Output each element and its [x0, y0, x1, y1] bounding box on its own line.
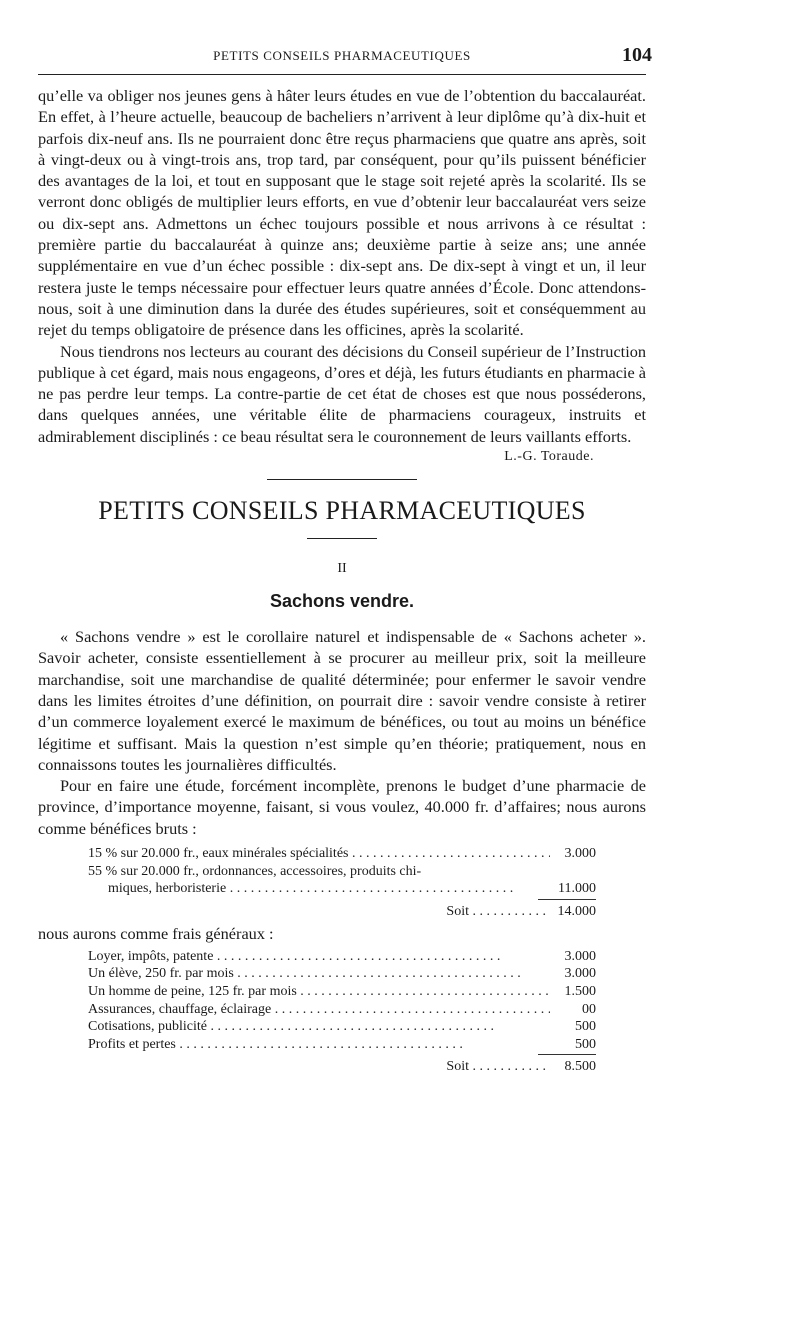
expense-row [88, 965, 596, 983]
profit-total-row [88, 903, 596, 921]
expense-row [88, 1001, 596, 1019]
page-number: 104 [622, 44, 652, 66]
expense-label: Un homme de peine, 125 fr. par mois . . . [88, 983, 550, 1001]
title-rule [307, 538, 377, 539]
expense-amount: 1.500 [564, 983, 596, 999]
expense-amount: 3.000 [564, 948, 596, 964]
paragraph-continued: qu’elle va obliger nos jeunes gens à hâter leurs études en vue de l’obtention du baccalauréat. En effet, à l’heure actuelle, beaucoup de bacheliers n’arrivent à leur diplôme qu’à dix-huit et parfois dix-neuf ans. Ils ne pourraient donc être reçus pharmaciens que quatre ans après, soit à vingt-deux ou à vingt-trois ans, trop tard, par conséquent, pour qu’ils puissent bénéficier des avantages de la loi, et tout en supposant que le stage soit rejeté après la scolarité. Ils se verront donc obligés de multiplier leurs efforts, en vue d’obtenir leur baccalauréat vers seize ou dix-sept ans. Admettons un échec toujours possible et nous arrivons à ce résultat : première partie du baccalauréat à quinze ans; deuxième partie à seize ans; une année supplémentaire en vue d’un échec possible : dix-sept ans. De dix-sept à vingt et un, il leur restera juste le temps nécessaire pour effectuer leurs quatre années d’École. Donc attendons-nous, soit à une diminution dans la durée des études supérieures, soit et conséquemment au rejet du temps obligatoire de présence dans les officines, après la scolarité. [38, 86, 646, 340]
profit-label: 55 % sur 20.000 fr., ordonnances, accessoires, produits chi- [88, 863, 422, 879]
paragraph: Pour en faire une étude, forcément incomplète, prenons le budget d’une pharmacie de province, d’importance moyenne, faisant, si vous voulez, 40.000 fr. d’affaires; nous aurons comme bénéfices bruts : [38, 776, 646, 838]
expense-amount: 500 [575, 1019, 596, 1035]
profit-row [88, 863, 596, 881]
paragraph: Nous tiendrons nos lecteurs au courant des décisions du Conseil supérieur de l’Instruction publique à cet égard, mais nous engageons, d’ores et déjà, les futurs étudiants en pharmacie à ne pas perdre leur temps. La contre-partie de cet état de choses est que nous posséderons, dans quelques années, une véritable élite de pharmaciens courageux, instruits et admirablement disciplinés : ce beau résultat sera le couronnement de leurs vaillants efforts. [38, 341, 646, 446]
expense-amount: 3.000 [564, 966, 596, 982]
profit-row-continued [88, 880, 596, 898]
expense-amount: 500 [575, 1036, 596, 1052]
expenses-total-row [88, 1058, 596, 1076]
expense-label: Profits et pertes . . . [88, 1036, 550, 1054]
expense-row [88, 1036, 596, 1054]
total-amount: 14.000 [557, 903, 596, 919]
expense-label: Un élève, 250 fr. par mois . . . [88, 965, 550, 983]
profit-row [88, 845, 596, 863]
header-rule [38, 74, 646, 75]
author-signature: L.-G. Toraude. [504, 449, 594, 465]
expense-row [88, 1018, 596, 1036]
total-amount: 8.500 [564, 1059, 596, 1075]
profit-label: miques, herboristerie . . . [88, 880, 550, 898]
running-title: PETITS CONSEILS PHARMACEUTIQUES [213, 48, 471, 63]
expense-label: Assurances, chauffage, éclairage . . . [88, 1001, 550, 1019]
expense-amount: 00 [582, 1001, 596, 1017]
expense-row [88, 983, 596, 1001]
expense-label: Cotisations, publicité . . . [88, 1018, 550, 1036]
profit-amount: 11.000 [558, 881, 596, 897]
sum-rule [538, 1054, 596, 1055]
profit-amount: 3.000 [564, 846, 596, 862]
total-label: Soit . . . [446, 1058, 546, 1076]
running-header [38, 40, 652, 66]
expenses-intro: nous aurons comme frais généraux : [38, 923, 274, 943]
total-label: Soit . . . [446, 903, 546, 921]
article-subtitle: Sachons vendre. [269, 591, 415, 612]
budget-table [38, 845, 596, 1076]
part-number: II [337, 561, 347, 577]
expense-label: Loyer, impôts, patente . . . [88, 948, 550, 966]
profit-label: 15 % sur 20.000 fr., eaux minérales spécialités . . . [88, 845, 550, 863]
page [38, 40, 652, 1076]
article-title: PETITS CONSEILS PHARMACEUTIQUES [98, 496, 586, 526]
sum-rule [538, 899, 596, 900]
section-separator [267, 479, 417, 480]
paragraph: « Sachons vendre » est le corollaire naturel et indispensable de « Sachons acheter ». Savoir acheter, consiste essentiellement à se procurer au meilleur prix, soit la meilleure marchandise, soit une marchandise de qualité déterminée; pour enfermer le savoir vendre dans les limites étroites d’une définition, on pourrait dire : savoir vendre consiste à retirer d’un commerce loyalement exercé le maximum de bénéfices, ou tout au moins un bénéfice légitime et suffisant. Mais la question n’est simple qu’en théorie; pratiquement, nous en connaissons toutes les journalières difficultés. [38, 627, 646, 774]
expense-row [88, 948, 596, 966]
expenses-list [88, 948, 596, 1054]
